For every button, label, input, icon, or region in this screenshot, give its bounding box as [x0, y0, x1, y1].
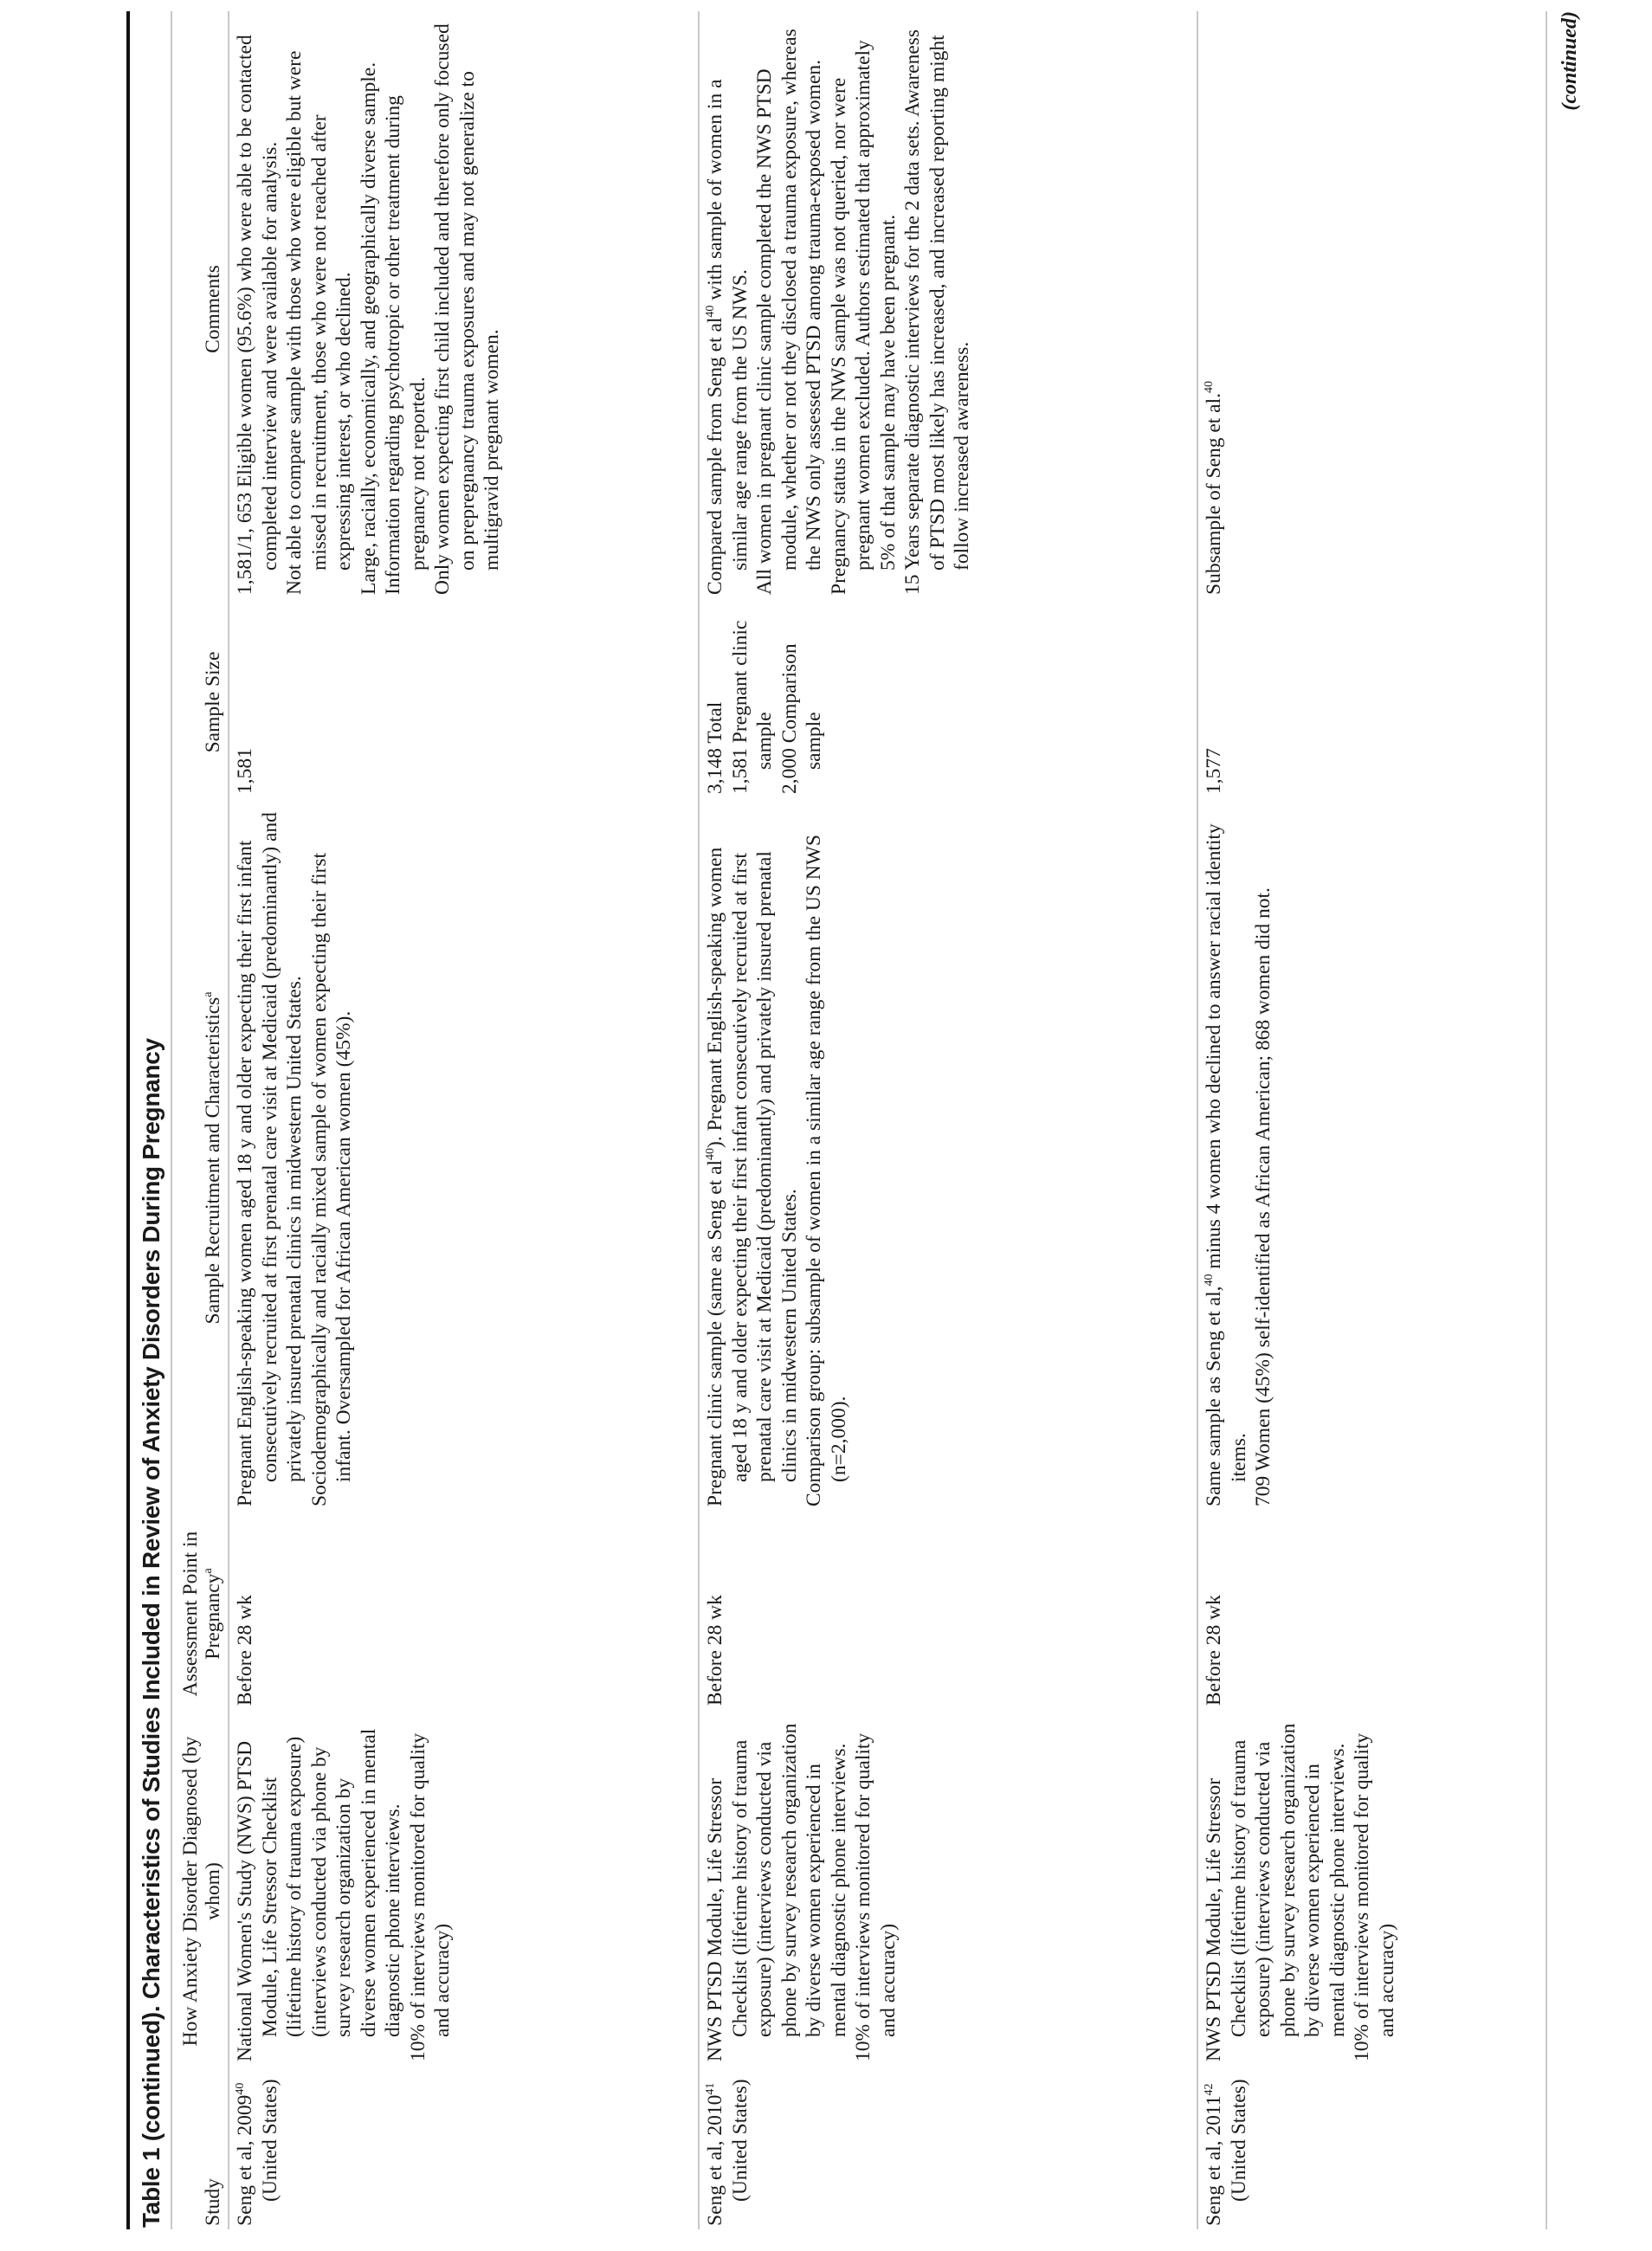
cell-text: Before 28 wk [704, 1595, 726, 1706]
cell-text: Pregnant clinic sample (same as Seng et al [704, 1159, 726, 1506]
cell-text: Before 28 wk [234, 1595, 256, 1706]
cell-paragraph [1202, 2077, 1251, 2226]
header-assessment-point [176, 1510, 228, 1709]
cell-text: Assessment Point in Pregnancy [179, 1531, 224, 1697]
cell-paragraph [752, 23, 827, 595]
cell-paragraph [202, 809, 224, 1506]
table-row [698, 11, 1197, 2229]
cell-text: Sample Recruitment and Characteristics [202, 997, 224, 1325]
reference-superscript: 40 [704, 1147, 717, 1160]
cell-text: (United States) [728, 2079, 752, 2202]
cell-paragraph [202, 23, 224, 595]
header-sample-recruitment [198, 797, 228, 1510]
cell-text: Not able to compare sample with those who were eligible but were missed in recruitment, those who were not reached after expressing interest, or who declined. [283, 50, 355, 595]
cell-paragraph [1251, 809, 1276, 1506]
cell-text: Comparison group: subsample of women in a similar age range from the US NWS (n=2,000). [803, 834, 850, 1506]
table-row [228, 11, 698, 2229]
cell-diagnosis-method [1198, 1709, 1546, 2065]
reference-superscript: 41 [704, 2082, 717, 2095]
table-title: Table 1 (continued). Characteristics of Studies Included in Review of Anxiety Disorders During Pregnancy [138, 1038, 165, 2228]
cell-paragraph [703, 610, 728, 794]
cell-text: 2,000 Comparison sample [778, 643, 825, 794]
cell-study [229, 2065, 698, 2229]
cell-text: Seng et al, 2011 [1203, 2095, 1225, 2226]
cell-sample-recruitment [700, 797, 1197, 1510]
cell-text: Pregnant English-speaking women aged 18 y and older expecting their first infant consecutively recruited at first prenatal care visit at Medicaid (predominantly) and privately insured prenatal clinics in midwestern United States. [234, 812, 306, 1506]
cell-paragraph [430, 23, 505, 595]
reference-superscript: 42 [1203, 2083, 1216, 2096]
cell-paragraph [406, 1721, 455, 2061]
characteristics-table [171, 11, 1546, 2229]
reference-superscript: 40 [1203, 1274, 1216, 1287]
cell-comments [229, 11, 698, 598]
cell-text: Pregnancy status in the NWS sample was not queried, nor were pregnant women excluded. Authors estimated that approximately 5% of that sample may have been pregnant. [827, 40, 900, 595]
header-sample-size [198, 598, 228, 797]
cell-text: Large, racially, economically, and geographically diverse sample. [357, 61, 380, 595]
cell-text: 10% of interviews monitored for quality and accuracy) [852, 1732, 900, 2061]
header-row [171, 11, 228, 2229]
cell-diagnosis-method [229, 1709, 698, 2065]
cell-text: All women in pregnant clinic sample completed the NWS PTSD module, whether or not they disclosed a trauma exposure, whereas the NWS only assessed PTSD among trauma-exposed women. [753, 29, 825, 595]
cell-paragraph [1202, 1721, 1350, 2061]
cell-text: Sociodemographically and racially mixed sample of women expecting their first infant. Oversampled for African American women (45%). [307, 852, 355, 1506]
cell-study [700, 2065, 1197, 2229]
cell-text: 15 Years separate diagnostic interviews for the 2 data sets. Awareness of PTSD most likely has increased, and increased reporting might follow increased awareness. [901, 29, 973, 595]
cell-paragraph [233, 610, 258, 794]
cell-assessment-point [1198, 1510, 1546, 1709]
cell-text: with sample of women in a similar age range from the US NWS. [704, 79, 752, 571]
cell-text: Subsample of Seng et al. [1203, 392, 1225, 595]
cell-paragraph [381, 23, 430, 595]
cell-text: minus 4 women who declined to answer racial identity items. [1203, 823, 1250, 1482]
reference-superscript: a [202, 991, 215, 997]
cell-text: 1,577 [1203, 748, 1225, 794]
cell-paragraph [703, 1522, 728, 1706]
cell-paragraph [703, 2077, 752, 2226]
header-comments [198, 11, 228, 598]
cell-text: ). Pregnant English-speaking women aged 18 y and older expecting their first infant consecutively recruited at first prenatal care visit at Medicaid (predominantly) and privately insured prenatal clinics in midwestern United States. [704, 847, 801, 1482]
cell-sample-size [1198, 598, 1546, 797]
top-rule [126, 11, 130, 2229]
bottom-rule [1546, 11, 1547, 2229]
cell-text: (United States) [258, 2079, 281, 2202]
header-study [198, 2065, 228, 2229]
cell-paragraph [802, 809, 851, 1506]
header-diagnosis-method [176, 1709, 228, 2065]
cell-text: Information regarding psychotropic or other treatment during pregnancy not reported. [382, 95, 429, 595]
cell-paragraph [827, 23, 901, 595]
cell-paragraph [357, 23, 382, 595]
cell-text: NWS PTSD Module, Life Stressor Checklist (lifetime history of trauma exposure) (interviews conducted via phone by survey research organization by diverse women experienced in mental diagnostic phone interviews. [704, 1723, 850, 2061]
cell-text: National Women's Study (NWS) PTSD Module, Life Stressor Checklist (lifetime history of trauma exposure) (interviews conducted via phone by survey research organization by diverse women experienced in mental diagnostic phone interviews. [234, 1728, 404, 2061]
cell-paragraph [233, 809, 307, 1506]
cell-paragraph [703, 23, 752, 595]
cell-text: 1,581 Pregnant clinic sample [728, 620, 776, 794]
cell-text: Same sample as Seng et al, [1203, 1286, 1225, 1506]
reference-superscript: a [202, 1568, 215, 1574]
cell-paragraph [233, 1721, 406, 2061]
cell-text: Study [202, 2178, 224, 2226]
cell-text: (United States) [1227, 2079, 1250, 2202]
reference-superscript: 40 [704, 305, 717, 318]
continued-note: (continued) [1558, 11, 1581, 111]
reference-superscript: 40 [234, 2082, 247, 2095]
cell-text: Compared sample from Seng et al [704, 317, 726, 595]
cell-text: 3,148 Total [704, 701, 726, 794]
cell-paragraph [1202, 809, 1251, 1506]
cell-paragraph [1202, 23, 1227, 595]
cell-paragraph [1202, 610, 1227, 794]
cell-text: Before 28 wk [1203, 1595, 1225, 1706]
cell-text: 10% of interviews monitored for quality and accuracy) [406, 1732, 454, 2061]
cell-diagnosis-method [700, 1709, 1197, 2065]
cell-text: Comments [202, 265, 224, 353]
cell-paragraph [778, 610, 827, 794]
cell-text: Sample Size [202, 651, 224, 753]
cell-sample-recruitment [229, 797, 698, 1510]
cell-paragraph [703, 809, 802, 1506]
cell-text: How Anxiety Disorder Diagnosed (by whom) [179, 1736, 224, 2047]
cell-sample-size [229, 598, 698, 797]
cell-paragraph [282, 23, 357, 595]
cell-paragraph [202, 610, 224, 794]
cell-assessment-point [700, 1510, 1197, 1709]
cell-text: NWS PTSD Module, Life Stressor Checklist (lifetime history of trauma exposure) (interviews conducted via phone by survey research organization by diverse women experienced in mental diagnostic phone interviews. [1203, 1723, 1349, 2061]
cell-paragraph [233, 1522, 258, 1706]
cell-sample-size [700, 598, 1197, 797]
cell-comments [1198, 11, 1546, 598]
cell-paragraph [900, 23, 975, 595]
cell-text: Seng et al, 2009 [234, 2094, 256, 2226]
cell-study [1198, 2065, 1546, 2229]
cell-assessment-point [229, 1510, 698, 1709]
cell-comments [700, 11, 1197, 598]
cell-text: 1,581/1, 653 Eligible women (95.6%) who were able to be contacted completed interview and were available for analysis. [234, 35, 281, 595]
cell-paragraph [1202, 1522, 1227, 1706]
cell-paragraph [851, 1721, 900, 2061]
cell-paragraph [179, 1522, 224, 1706]
table-row [1197, 11, 1546, 2229]
cell-paragraph [728, 610, 778, 794]
cell-paragraph [1350, 1721, 1399, 2061]
cell-text: 1,581 [234, 748, 256, 794]
cell-paragraph [202, 2077, 224, 2226]
cell-paragraph [233, 2077, 282, 2226]
cell-text: 10% of interviews monitored for quality and accuracy) [1351, 1732, 1398, 2061]
cell-paragraph [307, 809, 357, 1506]
cell-paragraph [179, 1721, 224, 2061]
cell-text: Only women expecting first child included and therefore only focused on prepregnancy trauma exposures and may not generalize to multigravid pregnant women. [431, 23, 503, 595]
cell-text: Seng et al, 2010 [704, 2094, 726, 2226]
cell-sample-recruitment [1198, 797, 1546, 1510]
cell-text: 709 Women (45%) self-identified as African American; 868 women did not. [1252, 887, 1274, 1506]
cell-paragraph [703, 1721, 851, 2061]
cell-paragraph [233, 23, 282, 595]
reference-superscript: 40 [1203, 380, 1216, 393]
